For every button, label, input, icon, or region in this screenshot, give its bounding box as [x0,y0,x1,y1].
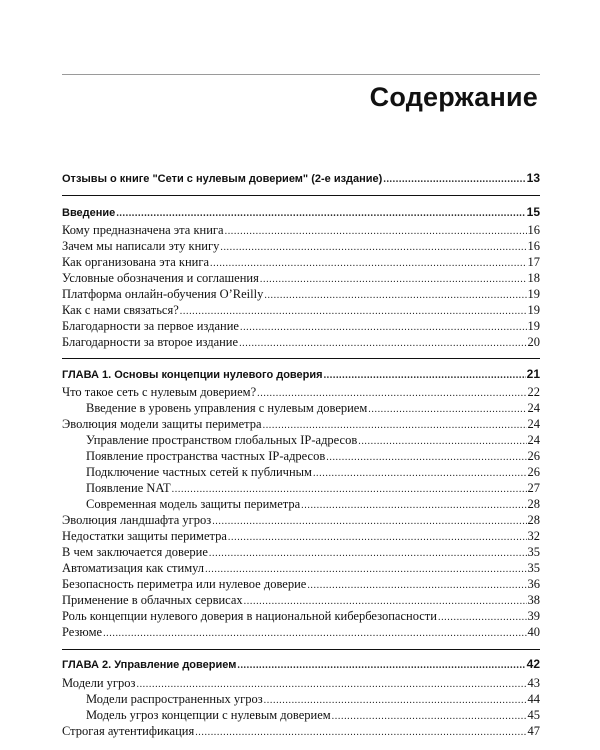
toc-entry[interactable] [62,400,540,416]
toc-leader [239,336,526,352]
section-divider [62,649,540,650]
toc-entry[interactable] [62,592,540,608]
toc-entry-title: Введение в уровень управления с нулевым доверием [86,401,368,415]
toc-entry-page: 24 [527,401,540,415]
toc-entry[interactable] [62,608,540,624]
toc-entry-title: Благодарности за первое издание [62,319,239,333]
toc-entry-title: Условные обозначения и соглашения [62,271,259,285]
toc-entry[interactable] [62,496,540,512]
toc-entry-page: 40 [527,625,540,639]
toc-entry-page: 27 [527,481,540,495]
toc-entry-title: Модель угроз концепции с нулевым доверием [86,708,331,722]
toc-entry-page: 19 [527,319,540,333]
toc-entry-title: Резюме [62,625,103,639]
toc-entry-page: 39 [527,609,540,623]
toc-entry-page: 38 [527,593,540,607]
toc-entry[interactable] [62,334,540,350]
toc-entry[interactable] [62,270,540,286]
toc-entry-page: 26 [527,449,540,463]
toc-leader [383,172,525,188]
toc-entry[interactable] [62,366,540,382]
toc-entry-title: Применение в облачных сервисах [62,593,243,607]
toc-entry-page: 47 [527,724,540,738]
toc-entry-title: Строгая аутентификация [62,724,195,738]
toc-entry-title: Недостатки защиты периметра [62,529,227,543]
toc-entry-page: 17 [527,255,540,269]
toc-entry-title: Управление пространством глобальных IP-адресов [86,433,358,447]
toc-entry[interactable] [62,464,540,480]
page-title: Содержание [369,82,538,112]
toc-entry-title: Появление NAT [86,481,171,495]
toc-entry-page: 16 [527,239,540,253]
toc-entry-page: 24 [527,433,540,447]
toc-entry-title: Подключение частных сетей к публичным [86,465,312,479]
toc-entry[interactable] [62,384,540,400]
toc-entry-title: Безопасность периметра или нулевое доверие [62,577,307,591]
toc-entry[interactable] [62,318,540,334]
toc-entry-title: Как с нами связаться? [62,303,179,317]
toc-entry[interactable] [62,656,540,672]
toc-entry-title: Зачем мы написали эту книгу [62,239,220,253]
toc-entry-page: 32 [527,529,540,543]
toc-entry-page: 13 [526,171,540,185]
toc-entry[interactable] [62,302,540,318]
top-rule [62,74,540,75]
toc-leader [324,368,526,384]
toc-entry-page: 20 [527,335,540,349]
toc-entry-page: 28 [527,497,540,511]
toc-entry[interactable] [62,691,540,707]
toc-entry-page: 44 [527,692,540,706]
toc-entry-title: Автоматизация как стимул [62,561,205,575]
toc-entry[interactable] [62,222,540,238]
toc-entry[interactable] [62,624,540,640]
toc-entry-title: Благодарности за второе издание [62,335,239,349]
toc-entry[interactable] [62,723,540,739]
toc-entry-page: 45 [527,708,540,722]
section-divider [62,195,540,196]
toc-entry-page: 16 [527,223,540,237]
toc-entry-title: Модели распространенных угроз [86,692,263,706]
toc-entry-title: Роль концепции нулевого доверия в национальной кибербезопасности [62,609,437,623]
toc-entry-title: Введение [62,207,116,219]
toc-leader [195,725,526,741]
toc-entry-title: Платформа онлайн-обучения O’Reilly [62,287,264,301]
toc-entry-page: 22 [527,385,540,399]
toc-entry-title: Отзывы о книге "Сети с нулевым доверием" (2-е издание) [62,173,383,185]
toc-entry[interactable] [62,512,540,528]
toc-entry-title: ГЛАВА 2. Управление доверием [62,659,237,671]
toc-entry[interactable] [62,528,540,544]
toc-entry-page: 19 [527,287,540,301]
toc-entry-title: Что такое сеть с нулевым доверием? [62,385,257,399]
toc-entry-title: Как организована эта книга [62,255,210,269]
toc-entry-page: 19 [527,303,540,317]
toc-entry[interactable] [62,675,540,691]
section-divider [62,358,540,359]
toc-entry[interactable] [62,707,540,723]
toc-entry-page: 35 [527,561,540,575]
toc-entry-page: 15 [526,205,540,219]
toc-entry-page: 35 [527,545,540,559]
toc-entry-title: Эволюция ландшафта угроз [62,513,212,527]
toc-entry-title: ГЛАВА 1. Основы концепции нулевого доверия [62,369,323,381]
toc-entry[interactable] [62,544,540,560]
toc-leader [237,658,525,674]
toc-entry[interactable] [62,448,540,464]
toc-entry-title: В чем заключается доверие [62,545,208,559]
toc-entry-title: Кому предназначена эта книга [62,223,224,237]
toc-entry-page: 43 [527,676,540,690]
toc-entry-page: 21 [526,367,540,381]
toc-entry-page: 18 [527,271,540,285]
toc-entry-page: 28 [527,513,540,527]
toc-entry[interactable] [62,286,540,302]
toc-entry-page: 42 [526,657,540,671]
toc-entry[interactable] [62,238,540,254]
toc-entry[interactable] [62,254,540,270]
toc-entry-title: Модели угроз [62,676,136,690]
toc-entry[interactable] [62,560,540,576]
toc-entry[interactable] [62,204,540,220]
toc-entry[interactable] [62,170,540,186]
toc-entry[interactable] [62,416,540,432]
toc-entry[interactable] [62,480,540,496]
toc-entry-title: Появление пространства частных IP-адресов [86,449,326,463]
toc-entry[interactable] [62,432,540,448]
toc-entry-page: 36 [527,577,540,591]
toc-entry-page: 24 [527,417,540,431]
toc-entry[interactable] [62,576,540,592]
toc-entry-title: Современная модель защиты периметра [86,497,301,511]
toc-entry-page: 26 [527,465,540,479]
toc-entry-title: Эволюция модели защиты периметра [62,417,262,431]
toc-leader [103,626,526,642]
toc-leader [116,206,525,222]
